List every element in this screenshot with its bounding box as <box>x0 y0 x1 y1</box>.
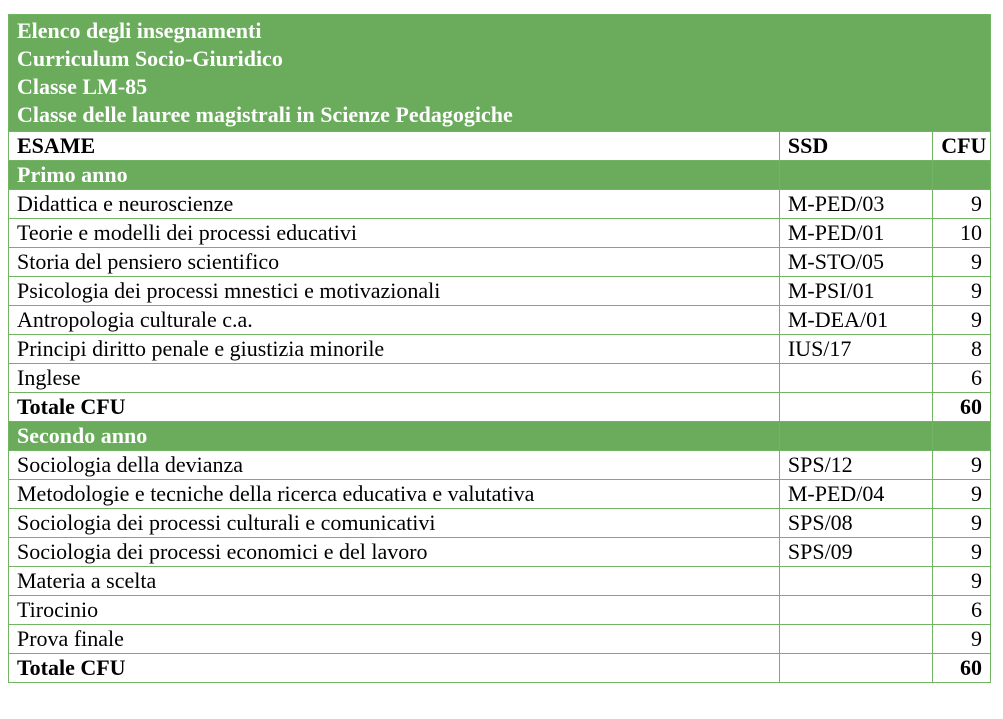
course-cfu: 9 <box>933 190 991 219</box>
course-cfu: 9 <box>933 480 991 509</box>
course-name: Didattica e neuroscienze <box>9 190 780 219</box>
course-ssd: M-STO/05 <box>779 248 932 277</box>
total-row-primo-anno <box>9 393 991 422</box>
section-row-primo-anno <box>9 161 991 190</box>
table-row <box>9 509 991 538</box>
table-title-cell <box>9 15 991 132</box>
course-ssd <box>779 625 932 654</box>
column-header-esame: ESAME <box>9 132 780 161</box>
course-name: Metodologie e tecniche della ricerca educativa e valutativa <box>9 480 780 509</box>
total-empty-cell <box>779 393 932 422</box>
course-ssd <box>779 567 932 596</box>
course-ssd: M-DEA/01 <box>779 306 932 335</box>
table-row <box>9 625 991 654</box>
header-list-title: Elenco degli insegnamenti <box>17 18 262 43</box>
section-empty-cell <box>933 422 991 451</box>
table-row <box>9 306 991 335</box>
course-ssd: IUS/17 <box>779 335 932 364</box>
course-cfu: 9 <box>933 248 991 277</box>
table-row <box>9 451 991 480</box>
section-row-secondo-anno <box>9 422 991 451</box>
total-label: Totale CFU <box>9 393 780 422</box>
total-cfu: 60 <box>933 654 991 683</box>
header-class-code: Classe LM-85 <box>17 74 148 99</box>
section-empty-cell <box>933 161 991 190</box>
course-name: Sociologia dei processi culturali e comunicativi <box>9 509 780 538</box>
course-cfu: 6 <box>933 364 991 393</box>
course-ssd: M-PED/03 <box>779 190 932 219</box>
course-ssd: SPS/08 <box>779 509 932 538</box>
course-cfu: 9 <box>933 625 991 654</box>
course-name: Principi diritto penale e giustizia minorile <box>9 335 780 364</box>
course-ssd: M-PSI/01 <box>779 277 932 306</box>
course-name: Teorie e modelli dei processi educativi <box>9 219 780 248</box>
column-header-ssd: SSD <box>779 132 932 161</box>
course-name: Inglese <box>9 364 780 393</box>
course-name: Tirocinio <box>9 596 780 625</box>
column-header-cfu: CFU <box>933 132 991 161</box>
table-row <box>9 248 991 277</box>
course-name: Sociologia dei processi economici e del lavoro <box>9 538 780 567</box>
total-cfu: 60 <box>933 393 991 422</box>
course-ssd: M-PED/01 <box>779 219 932 248</box>
course-cfu: 9 <box>933 306 991 335</box>
course-cfu: 10 <box>933 219 991 248</box>
course-cfu: 9 <box>933 509 991 538</box>
table-row <box>9 335 991 364</box>
table-row <box>9 219 991 248</box>
header-curriculum: Curriculum Socio-Giuridico <box>17 46 283 71</box>
table-header-row <box>9 15 991 132</box>
course-name: Sociologia della devianza <box>9 451 780 480</box>
course-name: Storia del pensiero scientifico <box>9 248 780 277</box>
course-cfu: 8 <box>933 335 991 364</box>
table-row <box>9 480 991 509</box>
course-name: Psicologia dei processi mnestici e motivazionali <box>9 277 780 306</box>
total-empty-cell <box>779 654 932 683</box>
course-cfu: 6 <box>933 596 991 625</box>
course-cfu: 9 <box>933 567 991 596</box>
table-row <box>9 277 991 306</box>
course-name: Antropologia culturale c.a. <box>9 306 780 335</box>
column-header-row <box>9 132 991 161</box>
course-cfu: 9 <box>933 451 991 480</box>
course-cfu: 9 <box>933 277 991 306</box>
table-row <box>9 567 991 596</box>
course-cfu: 9 <box>933 538 991 567</box>
course-ssd: M-PED/04 <box>779 480 932 509</box>
header-class-name: Classe delle lauree magistrali in Scienze Pedagogiche <box>17 102 513 127</box>
section-title-primo-anno: Primo anno <box>9 161 780 190</box>
course-ssd: SPS/09 <box>779 538 932 567</box>
course-name: Materia a scelta <box>9 567 780 596</box>
course-ssd <box>779 364 932 393</box>
course-ssd: SPS/12 <box>779 451 932 480</box>
total-row-secondo-anno <box>9 654 991 683</box>
table-row <box>9 190 991 219</box>
table-row <box>9 538 991 567</box>
course-name: Prova finale <box>9 625 780 654</box>
section-empty-cell <box>779 161 932 190</box>
course-ssd <box>779 596 932 625</box>
section-title-secondo-anno: Secondo anno <box>9 422 780 451</box>
table-row <box>9 364 991 393</box>
courses-table <box>8 14 991 683</box>
table-row <box>9 596 991 625</box>
section-empty-cell <box>779 422 932 451</box>
total-label: Totale CFU <box>9 654 780 683</box>
